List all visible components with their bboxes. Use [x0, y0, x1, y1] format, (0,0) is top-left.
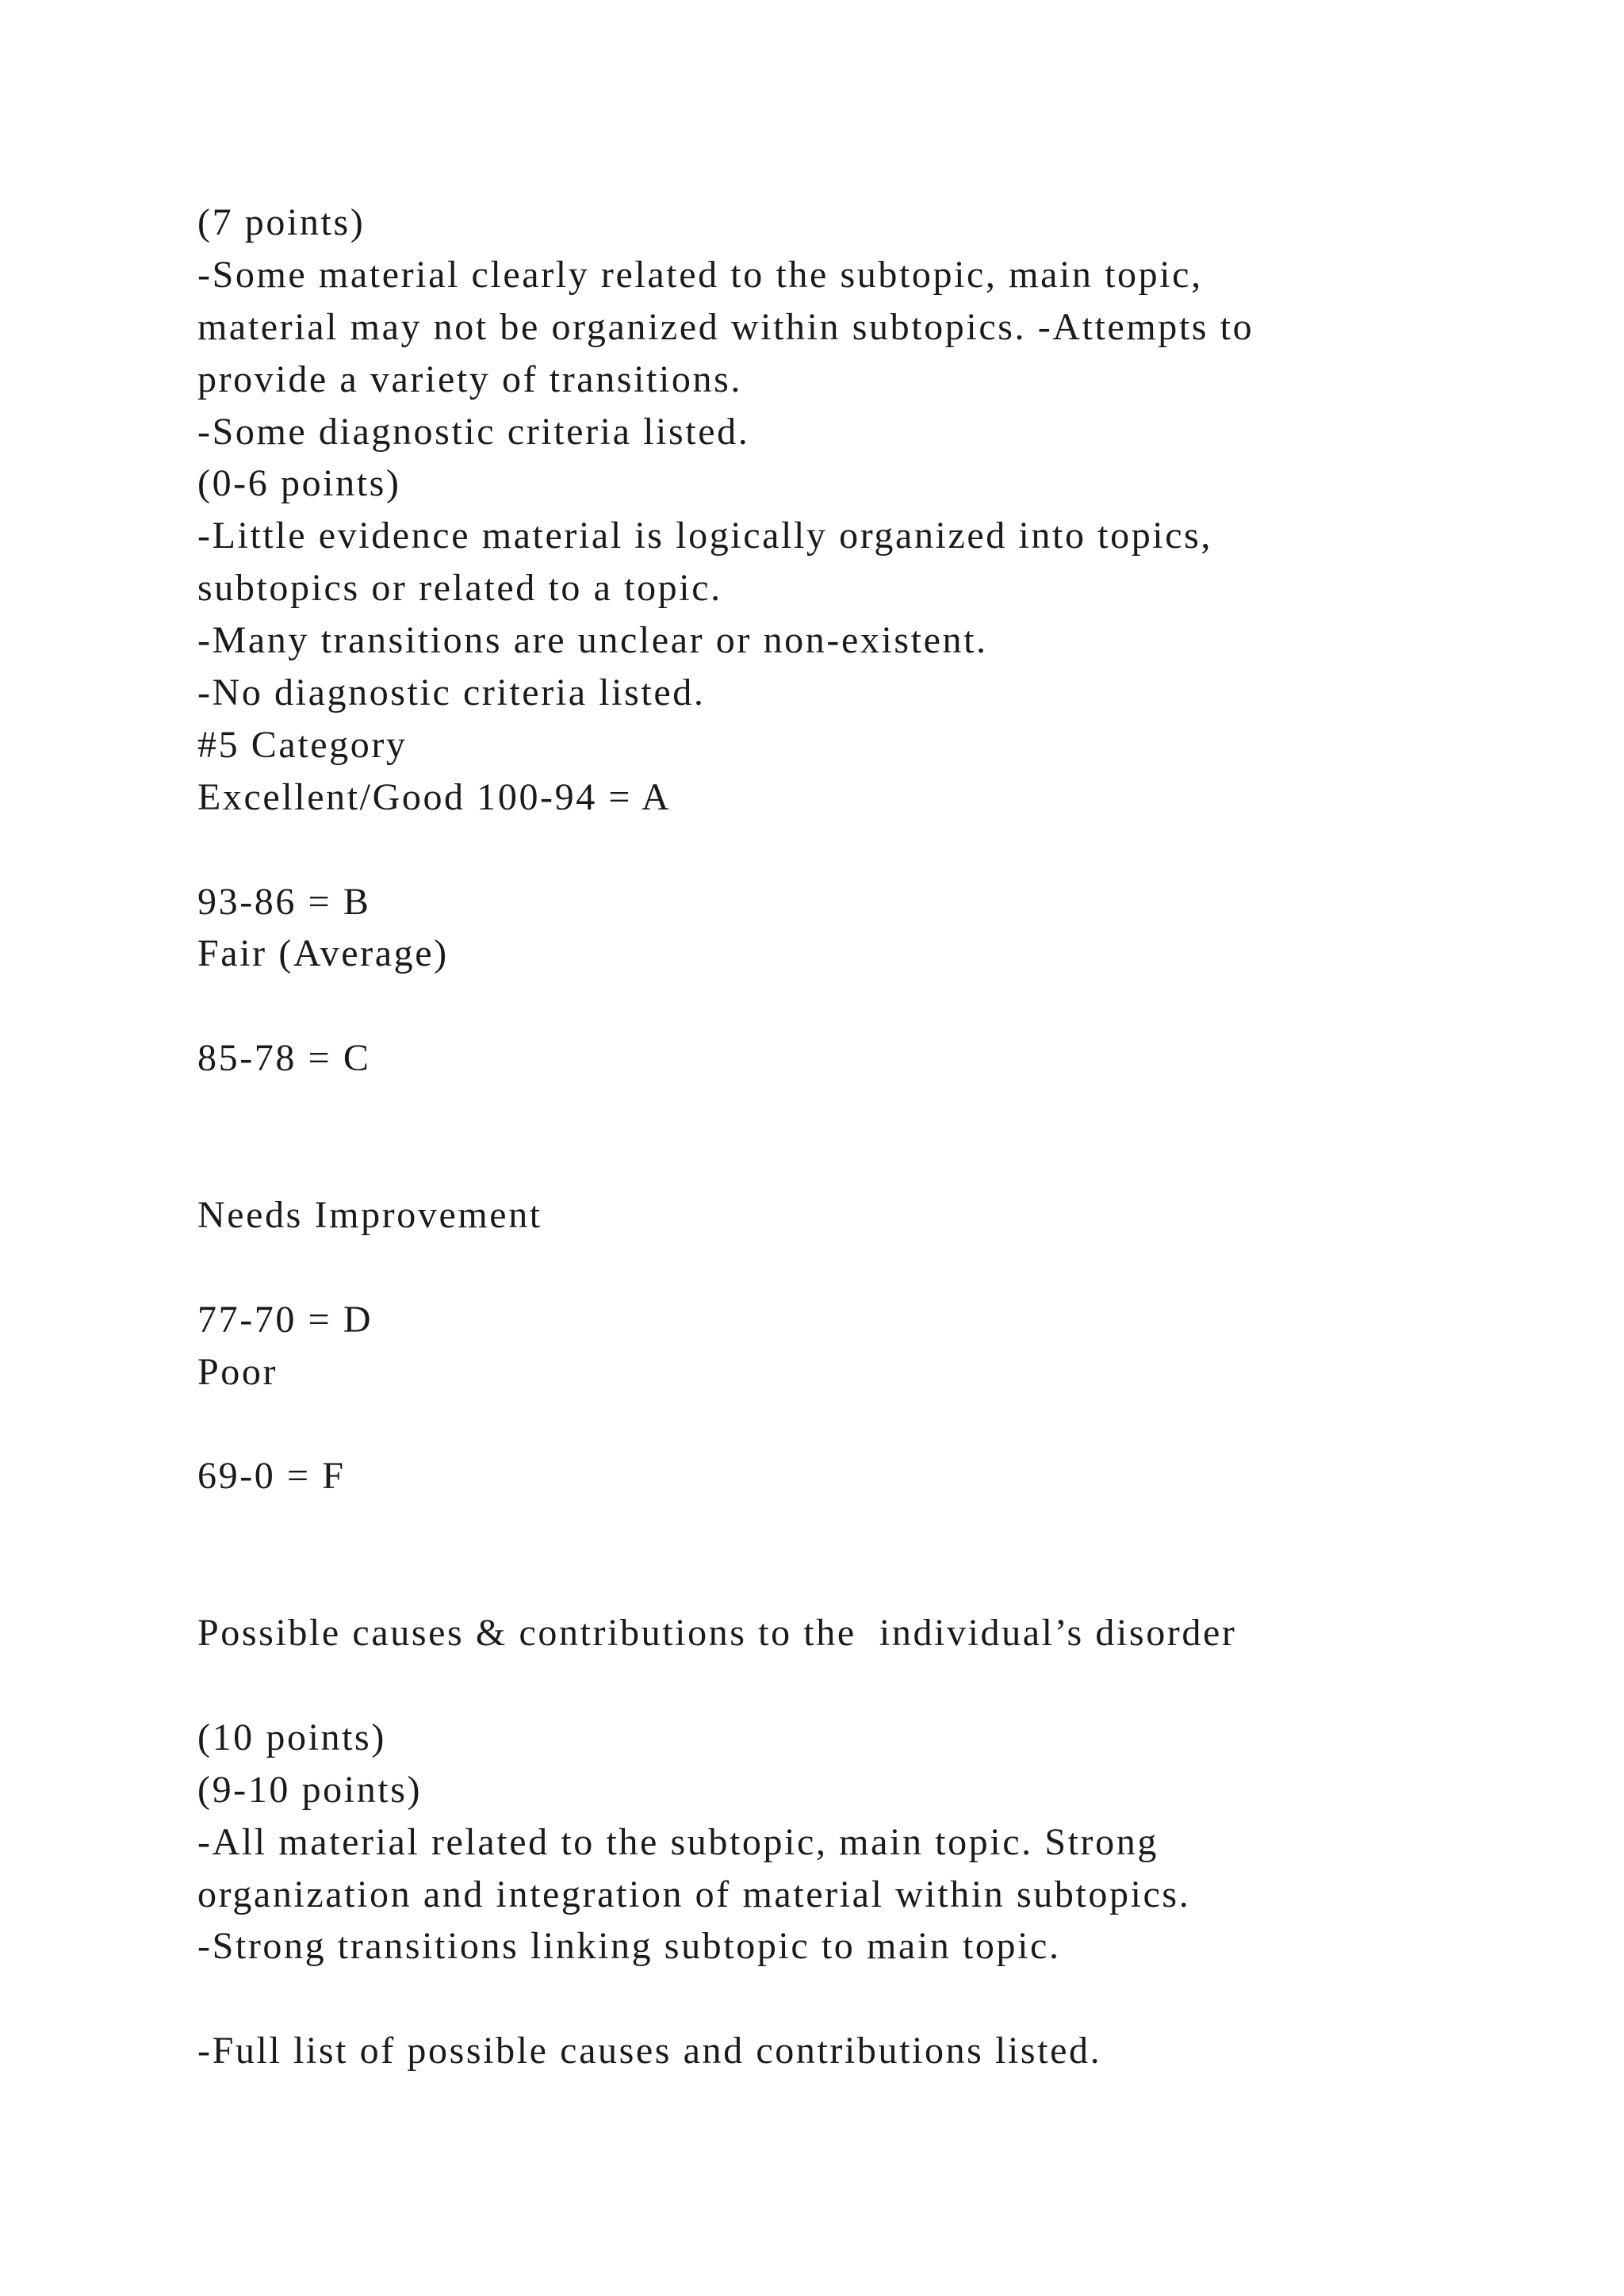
grade-line: 85-78 = C — [197, 1037, 371, 1080]
text-line: -Some diagnostic criteria listed. — [197, 410, 750, 453]
section-heading: Possible causes & contributions to the individual’s disorder — [197, 1612, 1237, 1655]
text-line: -All material related to the subtopic, main topic. Strong — [197, 1820, 1159, 1863]
text-line: -No diagnostic criteria listed. — [197, 672, 706, 714]
grade-label: Fair (Average) — [197, 932, 449, 975]
grade-line: 69-0 = F — [197, 1455, 346, 1498]
text-line: organization and integration of material within subtopics. — [197, 1873, 1191, 1915]
blank-line — [197, 1242, 1545, 1294]
grade-line: Excellent/Good 100-94 = A — [197, 775, 672, 818]
text-line: -Little evidence material is logically organized into topics, — [197, 515, 1213, 557]
text-line: -Strong transitions linking subtopic to main topic. — [197, 1925, 1061, 1968]
blank-line — [197, 1137, 1545, 1189]
blank-line — [197, 1502, 1545, 1555]
blank-line — [197, 1659, 1545, 1712]
blank-line — [197, 1555, 1545, 1607]
text-line: material may not be organized within subtopics. -Attempts to — [197, 305, 1254, 348]
document-body — [197, 197, 1545, 2077]
section-heading: #5 Category — [197, 723, 408, 766]
grade-line: 93-86 = B — [197, 880, 371, 923]
blank-line — [197, 1973, 1545, 2025]
blank-line — [197, 824, 1545, 876]
text-line: (10 points) — [197, 1716, 386, 1758]
text-line: (0-6 points) — [197, 462, 401, 505]
blank-line — [197, 980, 1545, 1032]
text-line: provide a variety of transitions. — [197, 358, 742, 400]
blank-line — [197, 1085, 1545, 1137]
blank-line — [197, 1398, 1545, 1450]
grade-label: Poor — [197, 1350, 278, 1393]
grade-label: Needs Improvement — [197, 1193, 542, 1236]
text-line: (9-10 points) — [197, 1768, 423, 1811]
text-line: -Some material clearly related to the subtopic, main topic, — [197, 253, 1203, 296]
grade-line: 77-70 = D — [197, 1298, 373, 1341]
text-line: -Many transitions are unclear or non-existent. — [197, 619, 988, 662]
text-line: -Full list of possible causes and contributions listed. — [197, 2030, 1102, 2072]
text-line: subtopics or related to a topic. — [197, 567, 722, 610]
text-line: (7 points) — [197, 201, 366, 243]
